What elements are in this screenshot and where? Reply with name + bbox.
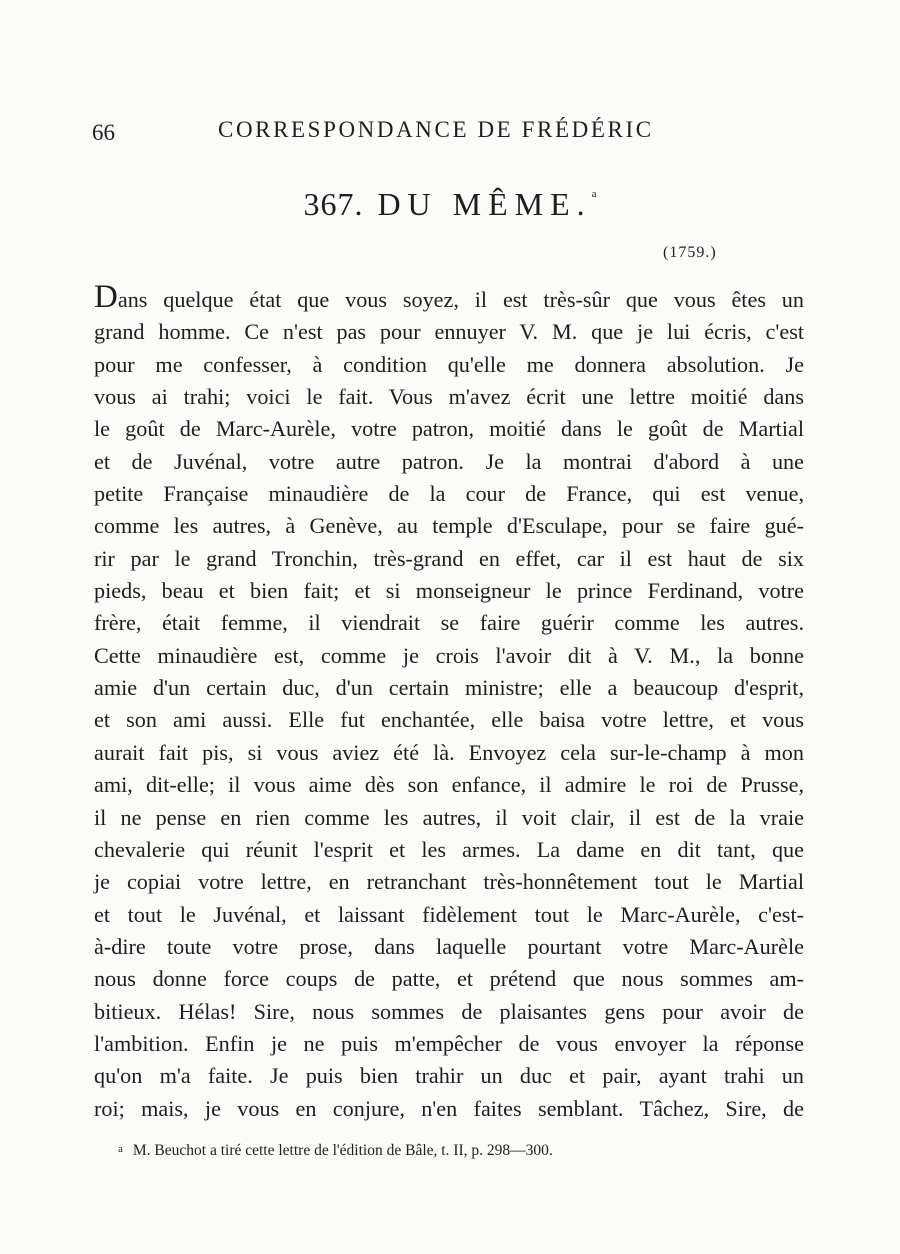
text-line: vous ai trahi; voici le fait. Vous m'avez écrit une lettre moitié dans	[94, 384, 804, 410]
text-line: aurait fait pis, si vous aviez été là. Envoyez cela sur-le-champ à mon	[94, 739, 804, 765]
text-line: ami, dit-elle; il vous aime dès son enfance, il admire le roi de Prusse,	[94, 772, 804, 798]
text-line: l'ambition. Enfin je ne puis m'empêcher de vous envoyer la réponse	[94, 1030, 804, 1056]
drop-cap: D	[94, 279, 118, 315]
footnote	[118, 1142, 553, 1160]
text-line: frère, était femme, il viendrait se faire guérir comme les autres.	[94, 610, 804, 636]
text-line: bitieux. Hélas! Sire, nous sommes de plaisantes gens pour avoir de	[94, 998, 804, 1024]
text-line: comme les autres, à Genève, au temple d'Esculape, pour se faire gué-	[94, 513, 804, 539]
footnote-text: M. Beuchot a tiré cette lettre de l'édition de Bâle, t. II, p. 298—300.	[132, 1142, 553, 1159]
text-line: rir par le grand Tronchin, très-grand en effet, car il est haut de six	[94, 545, 804, 571]
text-line: Dans quelque état que vous soyez, il est très-sûr que vous êtes un	[94, 279, 804, 315]
text-line: et de Juvénal, votre autre patron. Je la montrai d'abord à une	[94, 448, 804, 474]
text-line: roi; mais, je vous en conjure, n'en faites semblant. Tâchez, Sire, de	[94, 1095, 804, 1121]
letter-date: (1759.)	[663, 244, 717, 261]
text-line: chevalerie qui réunit l'esprit et les armes. La dame en dit tant, que	[94, 836, 804, 862]
text-line: à-dire toute votre prose, dans laquelle pourtant votre Marc-Aurèle	[94, 933, 804, 959]
footnote-reference: a	[591, 188, 597, 201]
letter-title: DU MÊME.	[377, 186, 592, 222]
text-line: pieds, beau et bien fait; et si monseigneur le prince Ferdinand, votre	[94, 578, 804, 604]
text-line: le goût de Marc-Aurèle, votre patron, moitié dans le goût de Martial	[94, 416, 804, 442]
text-line: et son ami aussi. Elle fut enchantée, elle baisa votre lettre, et vous	[94, 707, 804, 733]
text-line: il ne pense en rien comme les autres, il voit clair, il est de la vraie	[94, 804, 804, 830]
page-number: 66	[92, 120, 115, 145]
text-line: amie d'un certain duc, d'un certain ministre; elle a beaucoup d'esprit,	[94, 675, 804, 701]
text-line: petite Française minaudière de la cour de France, qui est venue,	[94, 481, 804, 507]
text-line: Cette minaudière est, comme je crois l'avoir dit à V. M., la bonne	[94, 642, 804, 668]
text-line: nous donne force coups de patte, et prétend que nous sommes am-	[94, 966, 804, 992]
text-line: qu'on m'a faite. Je puis bien trahir un duc et pair, ayant trahi un	[94, 1063, 804, 1089]
text-line: je copiai votre lettre, en retranchant très-honnêtement tout le Martial	[94, 869, 804, 895]
letter-number: 367.	[303, 186, 364, 222]
text-line: et tout le Juvénal, et laissant fidèlement tout le Marc-Aurèle, c'est-	[94, 901, 804, 927]
text-line: grand homme. Ce n'est pas pour ennuyer V. M. que je lui écris, c'est	[94, 319, 804, 345]
letter-body	[94, 279, 804, 1125]
letter-heading	[0, 186, 900, 223]
running-title: CORRESPONDANCE DE FRÉDÉRIC	[218, 117, 654, 142]
footnote-mark: a	[118, 1143, 123, 1155]
text-line: pour me confesser, à condition qu'elle me donnera absolution. Je	[94, 351, 804, 377]
